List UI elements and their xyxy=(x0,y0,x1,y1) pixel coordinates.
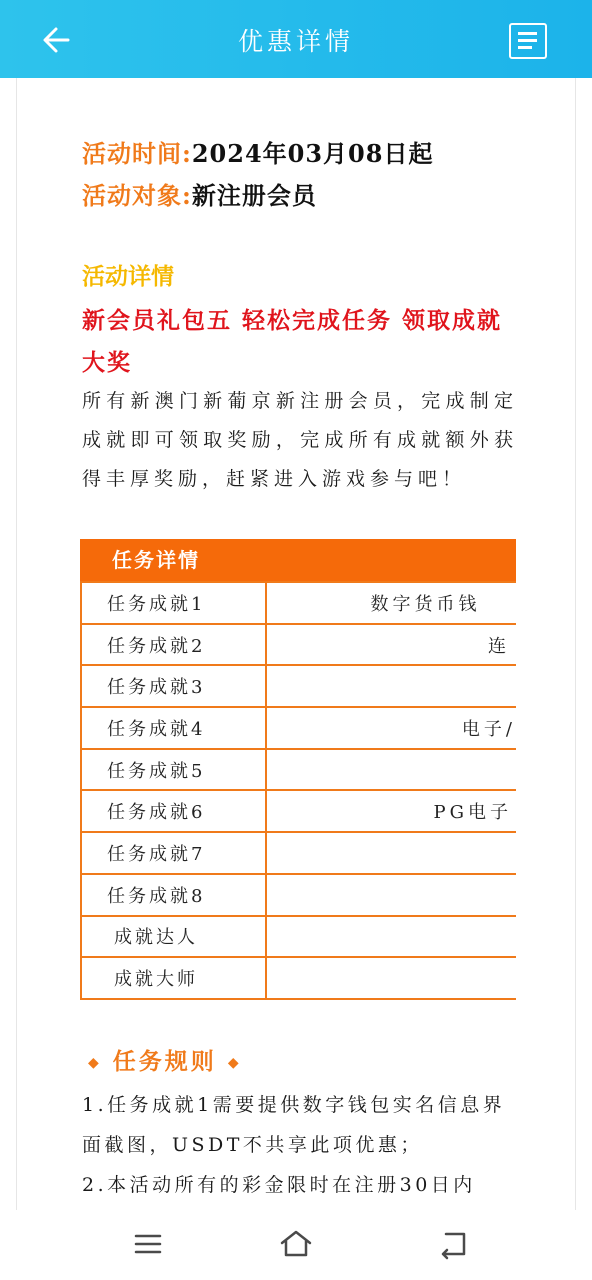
task-detail: 电子/ xyxy=(266,707,516,749)
home-icon xyxy=(276,1227,316,1261)
task-detail xyxy=(266,916,516,958)
menu-button[interactable] xyxy=(509,23,547,59)
activity-target xyxy=(82,176,317,211)
task-detail: 数字货币钱 xyxy=(266,582,516,624)
table-row xyxy=(81,916,516,958)
task-name: 任务成就6 xyxy=(81,790,266,832)
promo-title: 新会员礼包五 轻松完成任务 领取成就大奖 xyxy=(82,307,503,376)
system-nav-bar xyxy=(0,1210,592,1280)
top-bar xyxy=(0,0,592,78)
home-button[interactable] xyxy=(276,1227,316,1261)
activity-time-value: 2024年03月08日起 xyxy=(191,139,434,168)
details-heading: 活动详情 xyxy=(82,263,174,290)
activity-target-value: 新注册会员 xyxy=(191,181,317,210)
list-menu-icon xyxy=(518,32,537,35)
task-detail xyxy=(266,749,516,791)
table-row xyxy=(81,874,516,916)
task-detail xyxy=(266,957,516,999)
diamond-icon: ◆ xyxy=(88,1055,102,1071)
task-name: 任务成就5 xyxy=(81,749,266,791)
activity-time xyxy=(82,134,433,169)
table-row xyxy=(81,624,516,666)
recent-apps-icon xyxy=(128,1227,168,1261)
table-row xyxy=(81,582,516,624)
task-name: 任务成就8 xyxy=(81,874,266,916)
task-name: 任务成就2 xyxy=(81,624,266,666)
table-row xyxy=(81,665,516,707)
task-name: 任务成就3 xyxy=(81,665,266,707)
rule-item: 2.本活动所有的彩金限时在注册30日内 xyxy=(82,1174,476,1196)
back-nav-button[interactable] xyxy=(434,1227,474,1261)
task-table-container xyxy=(80,539,516,1000)
recent-apps-button[interactable] xyxy=(128,1227,168,1261)
task-detail xyxy=(266,832,516,874)
task-detail xyxy=(266,874,516,916)
activity-target-label: 活动对象: xyxy=(82,181,192,210)
task-table xyxy=(80,581,516,1000)
promo-description: 所有新澳门新葡京新注册会员，完成制定成就即可领取奖励，完成所有成就额外获得丰厚奖励，赶紧进入游戏参与吧！ xyxy=(82,390,518,490)
rule-item: 1.任务成就1需要提供数字钱包实名信息界面截图，USDT不共享此项优惠； xyxy=(82,1094,506,1156)
task-detail: PG电子 xyxy=(266,790,516,832)
task-name: 任务成就7 xyxy=(81,832,266,874)
rules-list xyxy=(82,1085,518,1205)
task-name: 任务成就1 xyxy=(81,582,266,624)
rules-heading-text: 任务规则 xyxy=(112,1048,217,1075)
table-row xyxy=(81,832,516,874)
task-table-heading: 任务详情 xyxy=(80,539,516,581)
back-icon xyxy=(434,1227,474,1261)
rules-heading xyxy=(88,1043,242,1076)
table-row xyxy=(81,790,516,832)
table-row xyxy=(81,957,516,999)
task-detail xyxy=(266,665,516,707)
task-name: 成就大师 xyxy=(81,957,266,999)
task-detail: 连 xyxy=(266,624,516,666)
task-name: 任务成就4 xyxy=(81,707,266,749)
task-name: 成就达人 xyxy=(81,916,266,958)
table-row xyxy=(81,749,516,791)
table-row xyxy=(81,707,516,749)
diamond-icon: ◆ xyxy=(227,1055,242,1071)
activity-time-label: 活动时间: xyxy=(82,139,192,168)
page-title: 优惠详情 xyxy=(237,27,354,56)
